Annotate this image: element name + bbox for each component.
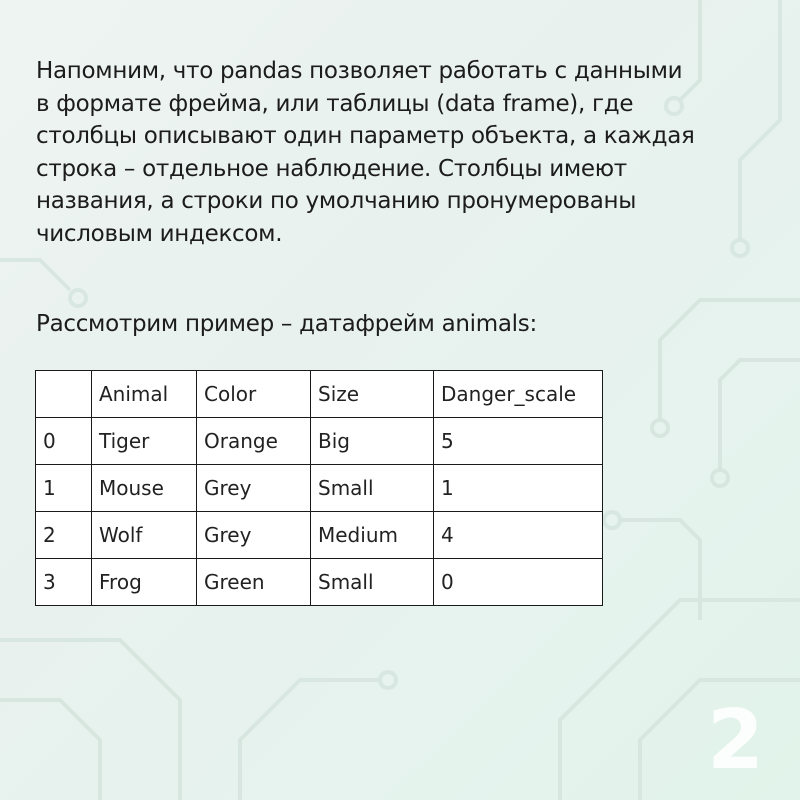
table-cell: Frog (92, 559, 197, 606)
table-cell: 5 (434, 418, 603, 465)
index-cell: 2 (36, 512, 92, 559)
table-cell: Grey (197, 465, 311, 512)
table-header-row (36, 371, 603, 418)
index-cell: 3 (36, 559, 92, 606)
intro-paragraph (36, 55, 756, 250)
header-cell-danger-scale: Danger_scale (434, 371, 603, 418)
intro-line: названия, а строки по умолчанию пронумерованы (36, 188, 637, 214)
table-row (36, 512, 603, 559)
animals-table (35, 370, 603, 606)
table-cell: Medium (311, 512, 434, 559)
intro-line: строка – отдельное наблюдение. Столбцы имеют (36, 155, 627, 182)
intro-line: в формате фрейма, или таблицы (data frame), где (36, 90, 634, 117)
table-cell: 4 (434, 512, 603, 559)
table-row (36, 418, 603, 465)
table-cell: 0 (434, 559, 603, 606)
table-row (36, 465, 603, 512)
index-cell: 0 (36, 418, 92, 465)
table-row (36, 559, 603, 606)
page-number: 2 (706, 693, 764, 788)
header-index-cell (36, 371, 92, 418)
table-cell: Wolf (92, 512, 197, 559)
example-label: Рассмотрим пример – датафрейм animals: (36, 311, 537, 337)
header-cell-animal: Animal (92, 371, 197, 418)
intro-line: столбцы описывают один параметр объекта, а каждая (36, 123, 695, 149)
intro-line: числовым индексом. (36, 220, 283, 247)
header-cell-color: Color (197, 371, 311, 418)
intro-line: Напомним, что pandas позволяет работать с данными (36, 58, 683, 84)
table-cell: Grey (197, 512, 311, 559)
table-cell: Small (311, 559, 434, 606)
table-cell: Orange (197, 418, 311, 465)
table-cell: Mouse (92, 465, 197, 512)
table-cell: Small (311, 465, 434, 512)
table-cell: 1 (434, 465, 603, 512)
table-cell: Big (311, 418, 434, 465)
table-cell: Tiger (92, 418, 197, 465)
table-cell: Green (197, 559, 311, 606)
header-cell-size: Size (311, 371, 434, 418)
index-cell: 1 (36, 465, 92, 512)
